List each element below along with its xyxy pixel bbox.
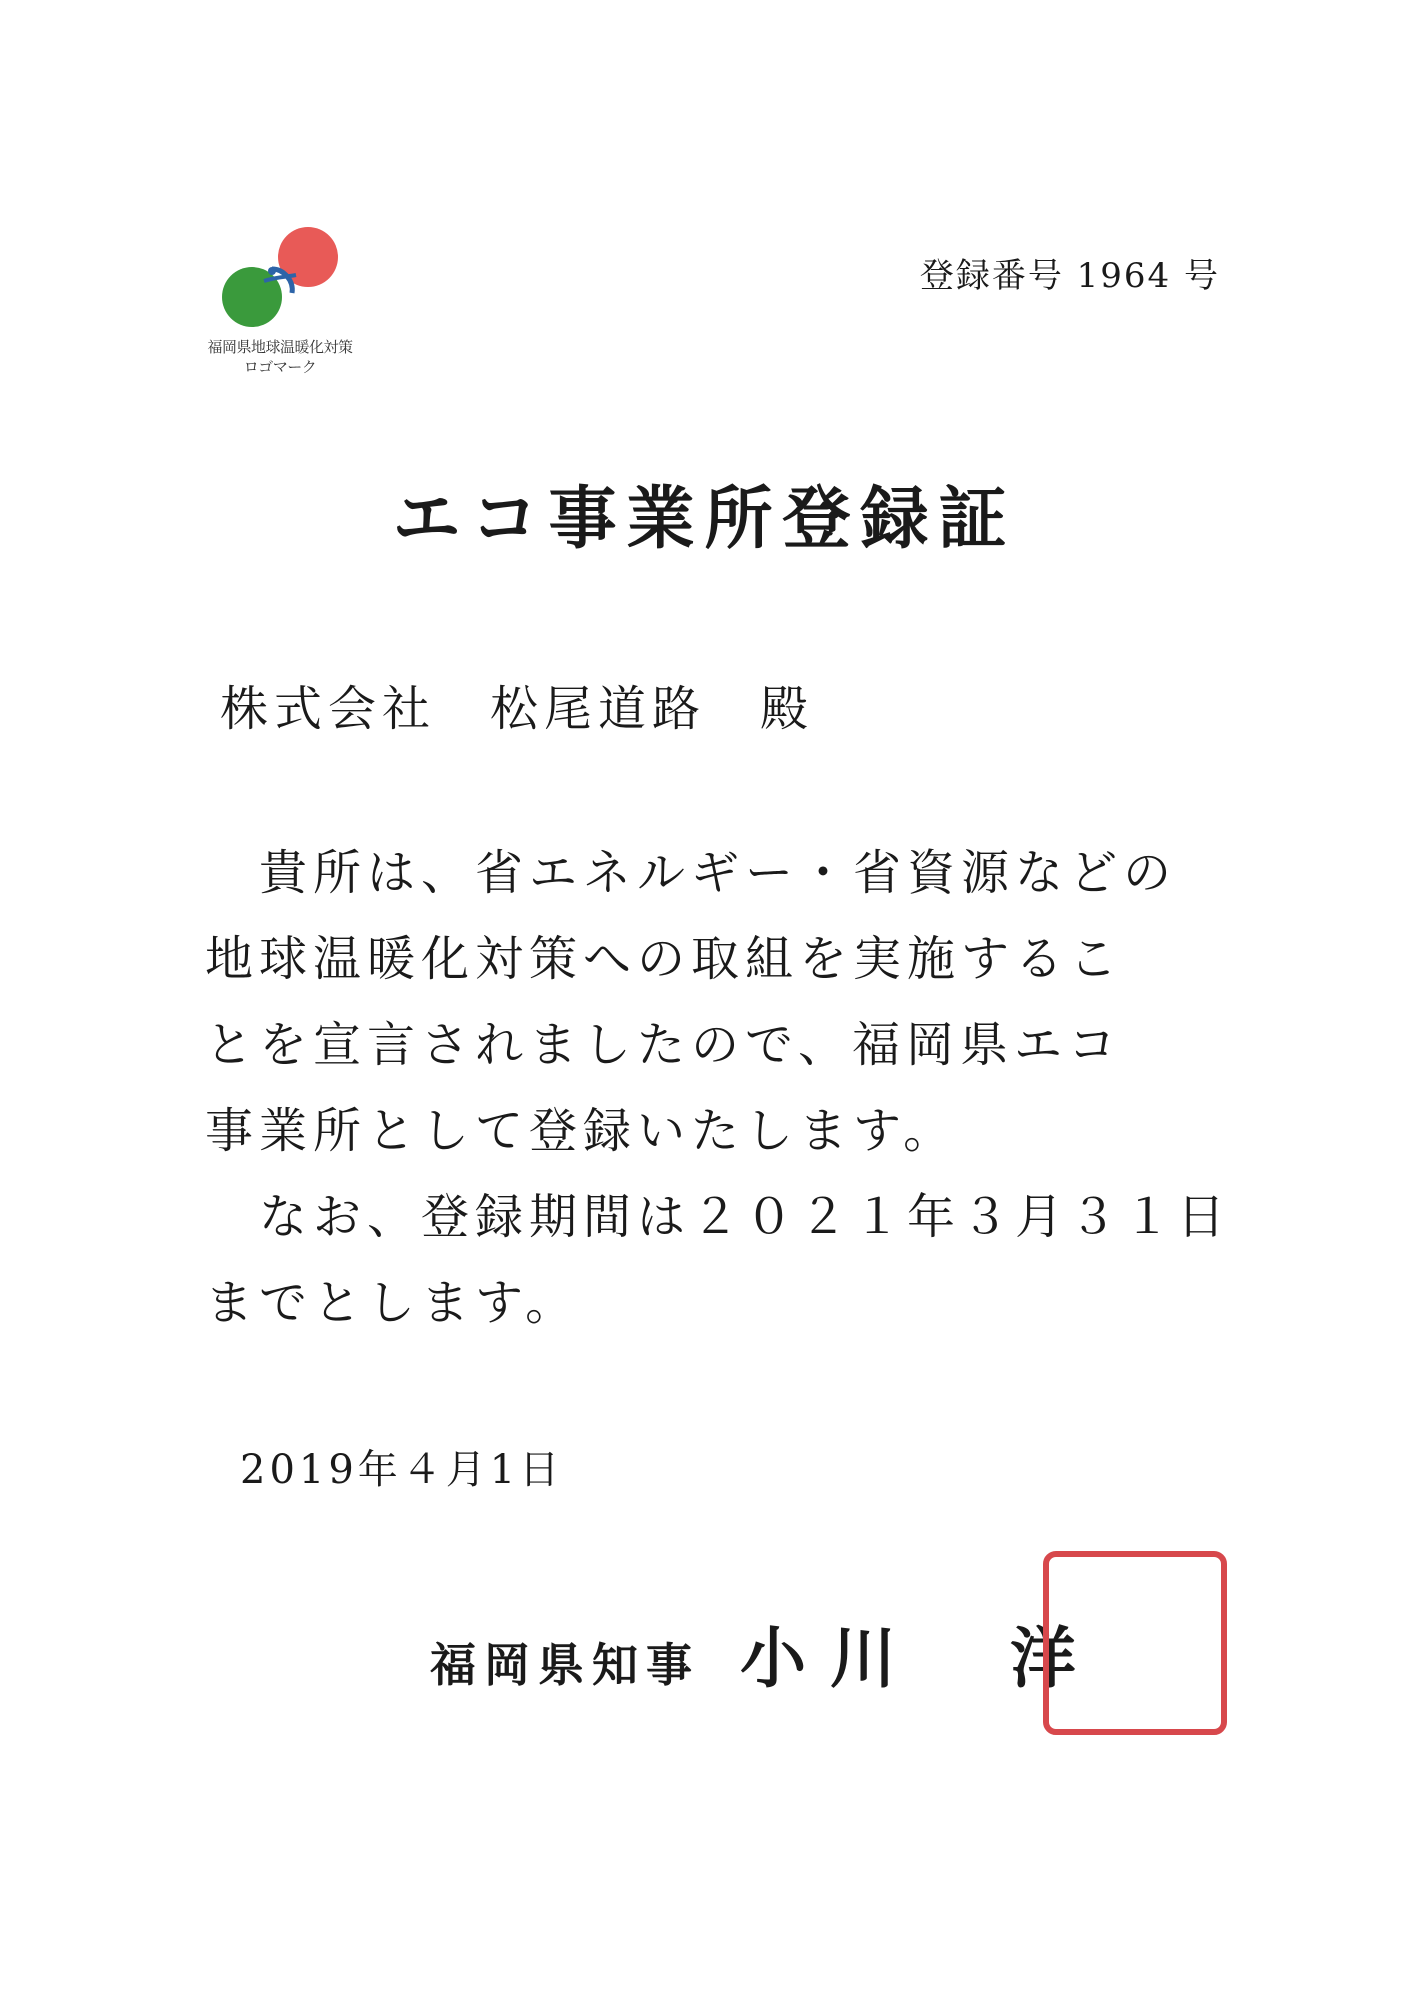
body-line: なお、登録期間は２０２１年３月３１日	[205, 1189, 1232, 1245]
body-line: 事業所として登録いたします。	[205, 1103, 958, 1159]
fukuoka-climate-logo	[200, 225, 360, 385]
recipient-name: 株式会社 松尾道路 殿	[220, 681, 815, 737]
issue-date: 2019年４月1日	[240, 1447, 564, 1493]
signatory-title: 福岡県知事	[430, 1638, 700, 1692]
body-line: とを宣言されましたので、福岡県エコ	[205, 1017, 1123, 1073]
signature-block	[430, 1605, 1100, 1700]
seal-border-icon	[1040, 1548, 1230, 1738]
logo-caption-line1: 福岡県地球温暖化対策	[207, 338, 353, 356]
registration-number: 登録番号 1964 号	[919, 256, 1220, 296]
body-line: 貴所は、省エネルギー・省資源などの	[205, 845, 1178, 901]
official-seal	[1040, 1548, 1230, 1738]
certificate-body	[205, 830, 1232, 1346]
certificate-title: エコ事業所登録証	[392, 479, 1017, 559]
body-line: 地球温暖化対策への取組を実施するこ	[205, 931, 1124, 987]
logo-mark-icon	[212, 225, 352, 335]
body-line: までとします。	[205, 1275, 580, 1331]
signatory-name: 小川 洋	[740, 1619, 1100, 1697]
logo-caption-line2: ロゴマーク	[243, 358, 317, 376]
